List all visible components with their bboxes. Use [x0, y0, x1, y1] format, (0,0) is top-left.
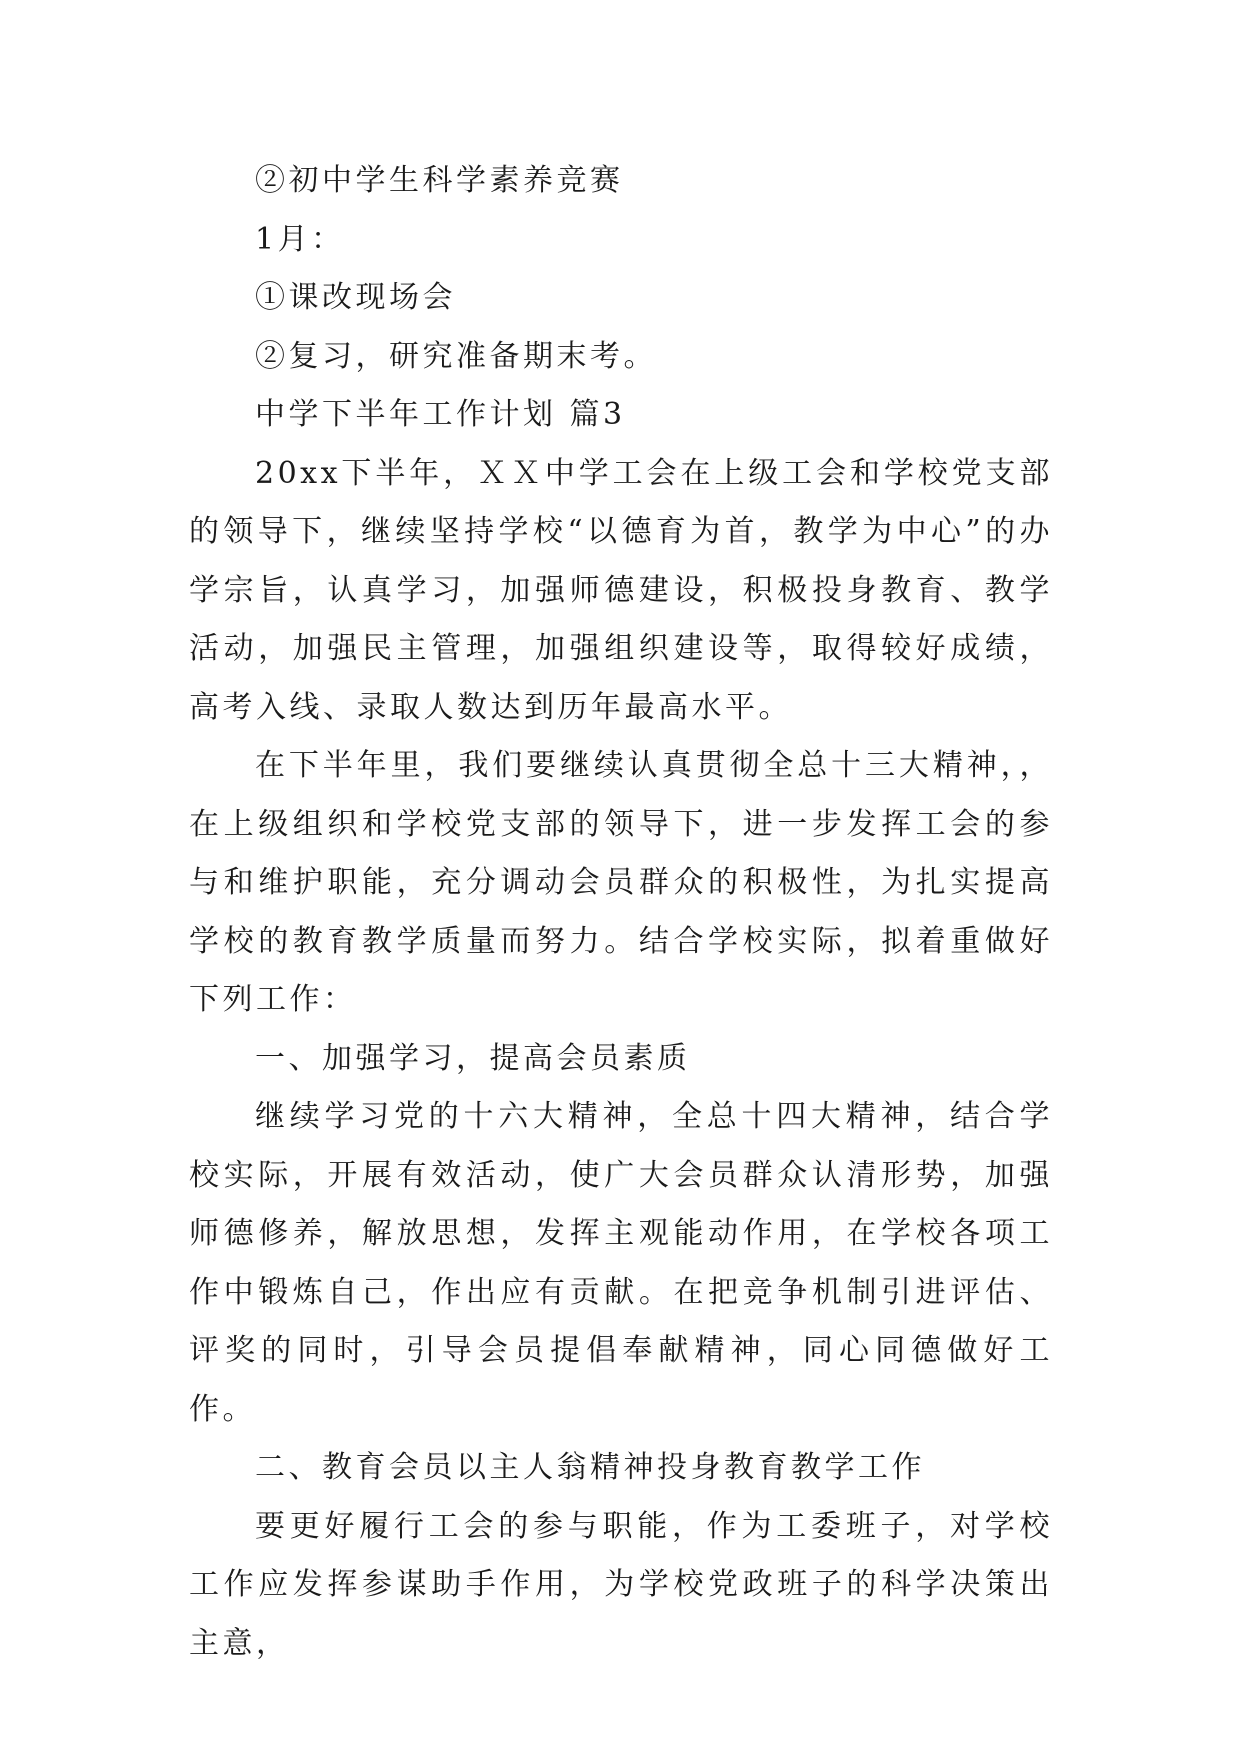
paragraph-goals: 在下半年里，我们要继续认真贯彻全总十三大精神，，在上级组织和学校党支部的领导下，进一步发挥工会的参与和维护职能，充分调动会员群众的积极性，为扎实提高学校的教育教学质量而努力。结合学校实际，拟着重做好下列工作：	[189, 748, 1053, 1017]
paragraph-study: 继续学习党的十六大精神，全总十四大精神，结合学校实际，开展有效活动，使广大会员群众认清形势，加强师德修养，解放思想，发挥主观能动作用，在学校各项工作中锻炼自己，作出应有贡献。在把竞争机制引进评估、评奖的同时，引导会员提倡奉献精神，同心同德做好工作。	[189, 1099, 1053, 1427]
list-item-curriculum-meeting: ①课改现场会	[255, 280, 456, 315]
paragraph-education: 要更好履行工会的参与职能，作为工委班子，对学校工作应发挥参谋助手作用，为学校党政班子的科学决策出主意，	[189, 1508, 1053, 1661]
list-item-science-contest: ②初中学生科学素养竞赛	[255, 163, 624, 198]
month-heading-january: 1月：	[255, 221, 345, 257]
section-heading-education: 二、教育会员以主人翁精神投身教育教学工作	[255, 1450, 925, 1485]
list-item-exam-review: ②复习，研究准备期末考。	[255, 338, 657, 374]
paragraph-overview: 20xx下半年，ＸＸ中学工会在上级工会和学校党支部的领导下，继续坚持学校“以德育为首，教学为中心”的办学宗旨，认真学习，加强师德建设，积极投身教育、教学活动，加强民主管理，加强组织建设等，取得较好成绩，高考入线、录取人数达到历年最高水平。	[189, 455, 1053, 725]
section-heading-study: 一、加强学习，提高会员素质	[255, 1040, 691, 1076]
document-body	[189, 152, 1053, 1673]
section-title-plan-3: 中学下半年工作计划 篇3	[255, 397, 626, 432]
